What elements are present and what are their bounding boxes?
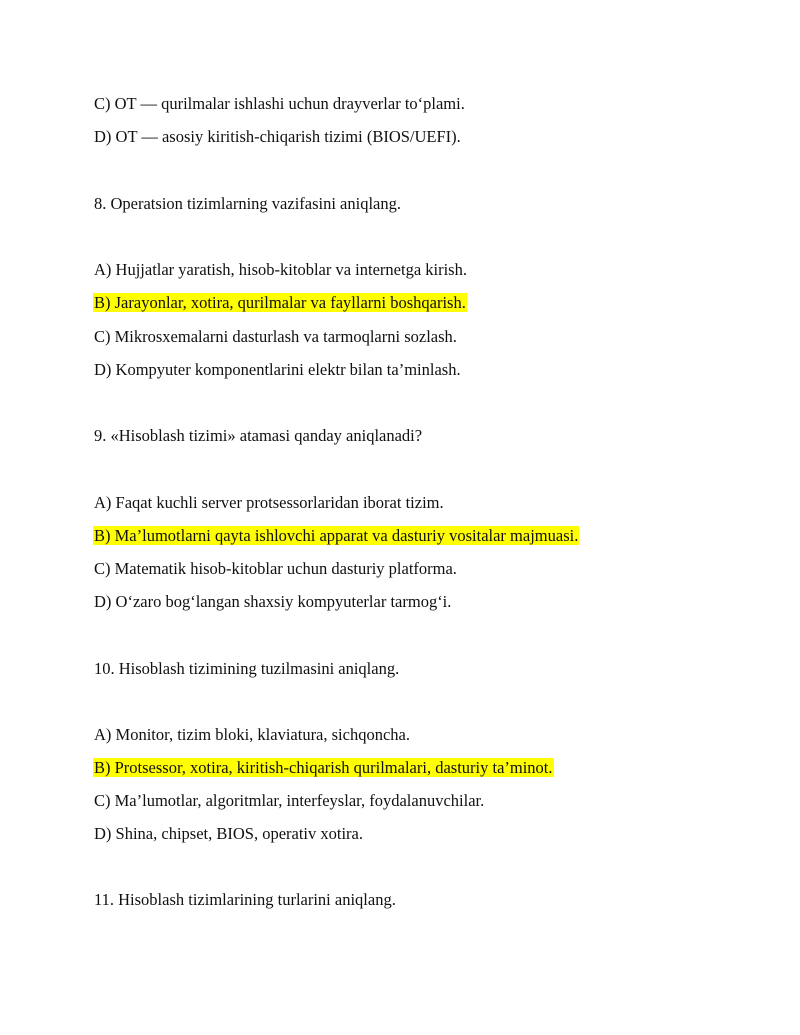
- q9-option-d: D) O‘zaro bog‘langan shaxsiy kompyuterlar tarmog‘i.: [94, 592, 452, 611]
- q10-option-c: C) Ma’lumotlar, algoritmlar, interfeyslar, foydalanuvchilar.: [94, 791, 485, 810]
- q9-option-b-highlighted: [94, 526, 579, 546]
- q9-question: 9. «Hisoblash tizimi» atamasi qanday aniqlanadi?: [94, 426, 423, 445]
- q8-option-a: A) Hujjatlar yaratish, hisob-kitoblar va internetga kirish.: [94, 260, 467, 279]
- q7-option-c: C) OT — qurilmalar ishlashi uchun drayverlar to‘plami.: [94, 94, 465, 113]
- q10-option-a: A) Monitor, tizim bloki, klaviatura, sichqoncha.: [94, 725, 410, 744]
- highlight: B) Jarayonlar, xotira, qurilmalar va fayllarni boshqarish.: [94, 293, 466, 312]
- q8-option-d: D) Kompyuter komponentlarini elektr bilan ta’minlash.: [94, 360, 461, 379]
- q10-question: 10. Hisoblash tizimining tuzilmasini aniqlang.: [94, 659, 400, 678]
- q7-option-d: D) OT — asosiy kiritish-chiqarish tizimi (BIOS/UEFI).: [94, 127, 461, 146]
- q9-option-c: C) Matematik hisob-kitoblar uchun dasturiy platforma.: [94, 559, 457, 578]
- q11-question: 11. Hisoblash tizimlarining turlarini aniqlang.: [94, 890, 396, 909]
- q8-option-c: C) Mikrosxemalarni dasturlash va tarmoqlarni sozlash.: [94, 327, 457, 346]
- highlight: B) Protsessor, xotira, kiritish-chiqarish qurilmalari, dasturiy ta’minot.: [94, 758, 553, 777]
- q10-option-b-highlighted: [94, 758, 554, 778]
- q10-option-d: D) Shina, chipset, BIOS, operativ xotira.: [94, 824, 363, 843]
- q8-question: 8. Operatsion tizimlarning vazifasini aniqlang.: [94, 194, 401, 213]
- q8-option-b-highlighted: [94, 293, 467, 313]
- q9-option-a: A) Faqat kuchli server protsessorlaridan iborat tizim.: [94, 493, 444, 512]
- highlight: B) Ma’lumotlarni qayta ishlovchi apparat va dasturiy vositalar majmuasi.: [94, 526, 579, 545]
